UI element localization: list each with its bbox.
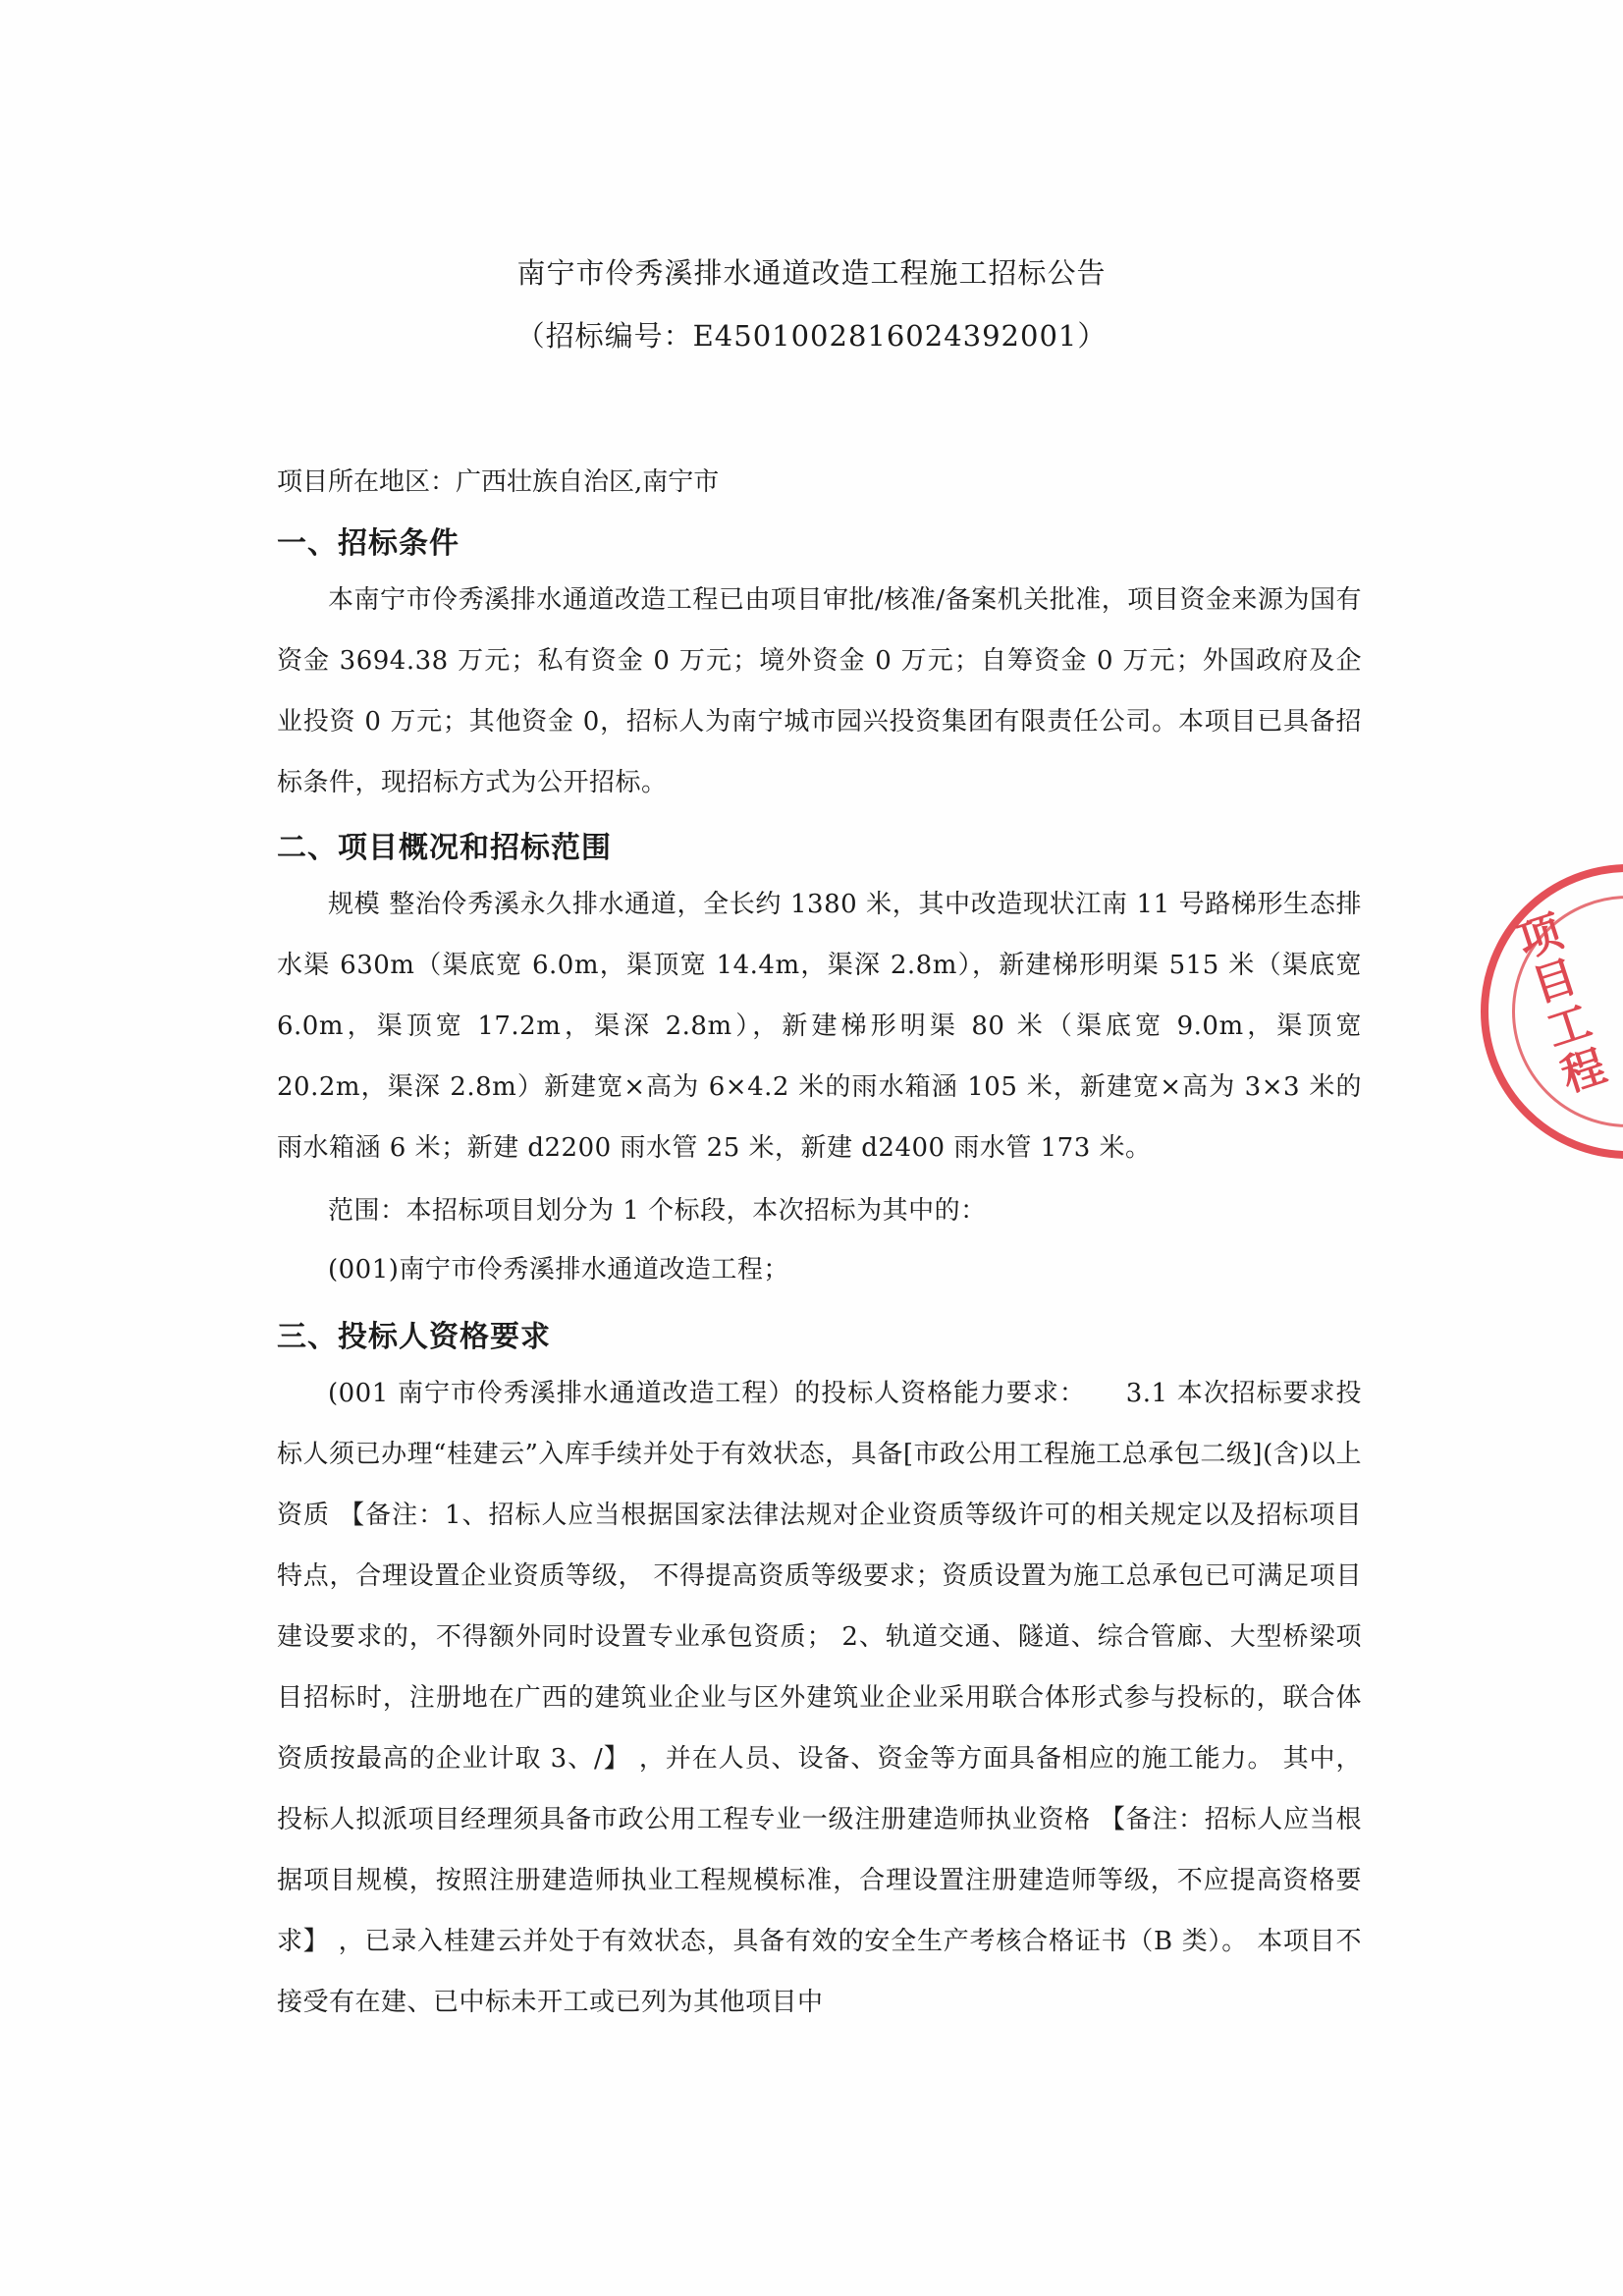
tender-conditions-text: 本南宁市伶秀溪排水通道改造工程已由项目审批/核准/备案机关批准，项目资金来源为国有资金 3694.38 万元；私有资金 0 万元；境外资金 0 万元；自筹资金 0 万元；外国政府及企业投资 0 万元；其他资金 0，招标人为南宁城市园兴投资集团有限责任公司。本项目已具备招标条件，现招标方式为公开招标。 xyxy=(277,585,1362,797)
red-seal-text: 项目工程 xyxy=(1504,907,1611,1104)
red-seal-stamp xyxy=(1481,864,1623,1159)
project-lot-text: (001)南宁市伶秀溪排水通道改造工程； xyxy=(328,1255,789,1285)
tender-code: （招标编号：E4501002816024392001） xyxy=(515,319,1108,353)
document-title: 南宁市伶秀溪排水通道改造工程施工招标公告 xyxy=(516,256,1107,290)
project-region: 项目所在地区：广西壮族自治区,南宁市 xyxy=(277,467,720,497)
bidder-qualification-text: (001 南宁市伶秀溪排水通道改造工程）的投标人资格能力要求： 3.1 本次招标要求投标人须已办理“桂建云”入库手续并处于有效状态，具备[市政公用工程施工总承包二级](含)以上资质 【备注：1、招标人应当根据国家法律法规对企业资质等级许可的相关规定以及招标项目特点，合理设置企业资质等级， 不得提高资质等级要求；资质设置为施工总承包已可满足项目建设要求的，不得额外同时设置专业承包资质； 2、轨道交通、隧道、综合管廊、大型桥梁项目招标时，注册地在广西的建筑业企业与区外建筑业企业采用联合体形式参与投标的，联合体资质按最高的企业计取 3、/】 ，并在人员、设备、资金等方面具备相应的施工能力。 其中，投标人拟派项目经理须具备市政公用工程专业一级注册建造师执业资格 【备注：招标人应当根据项目规模，按照注册建造师执业工程规模标准，合理设置注册建造师等级，不应提高资格要求】 ，已录入桂建云并处于有效状态，具备有效的安全生产考核合格证书（B 类）。 本项目不接受有在建、已中标未开工或已列为其他项目中 xyxy=(277,1379,1362,2017)
project-range-text: 范围：本招标项目划分为 1 个标段，本次招标为其中的： xyxy=(328,1196,987,1226)
section-heading-project-overview: 二、项目概况和招标范围 xyxy=(277,831,612,865)
section-heading-bidder-qualification: 三、投标人资格要求 xyxy=(277,1320,551,1354)
section-heading-tender-conditions: 一、招标条件 xyxy=(277,526,460,561)
project-scale-text: 规模 整治伶秀溪永久排水通道，全长约 1380 米，其中改造现状江南 11 号路梯形生态排水渠 630m（渠底宽 6.0m，渠顶宽 14.4m，渠深 2.8m），新建梯形明渠 515 米（渠底宽 6.0m，渠顶宽 17.2m，渠深 2.8m），新建梯形明渠 80 米（渠底宽 9.0m，渠顶宽 20.2m，渠深 2.8m）新建宽×高为 6×4.2 米的雨水箱涵 105 米，新建宽×高为 3×3 米的雨水箱涵 6 米；新建 d2200 雨水管 25 米，新建 d2400 雨水管 173 米。 xyxy=(277,890,1362,1163)
